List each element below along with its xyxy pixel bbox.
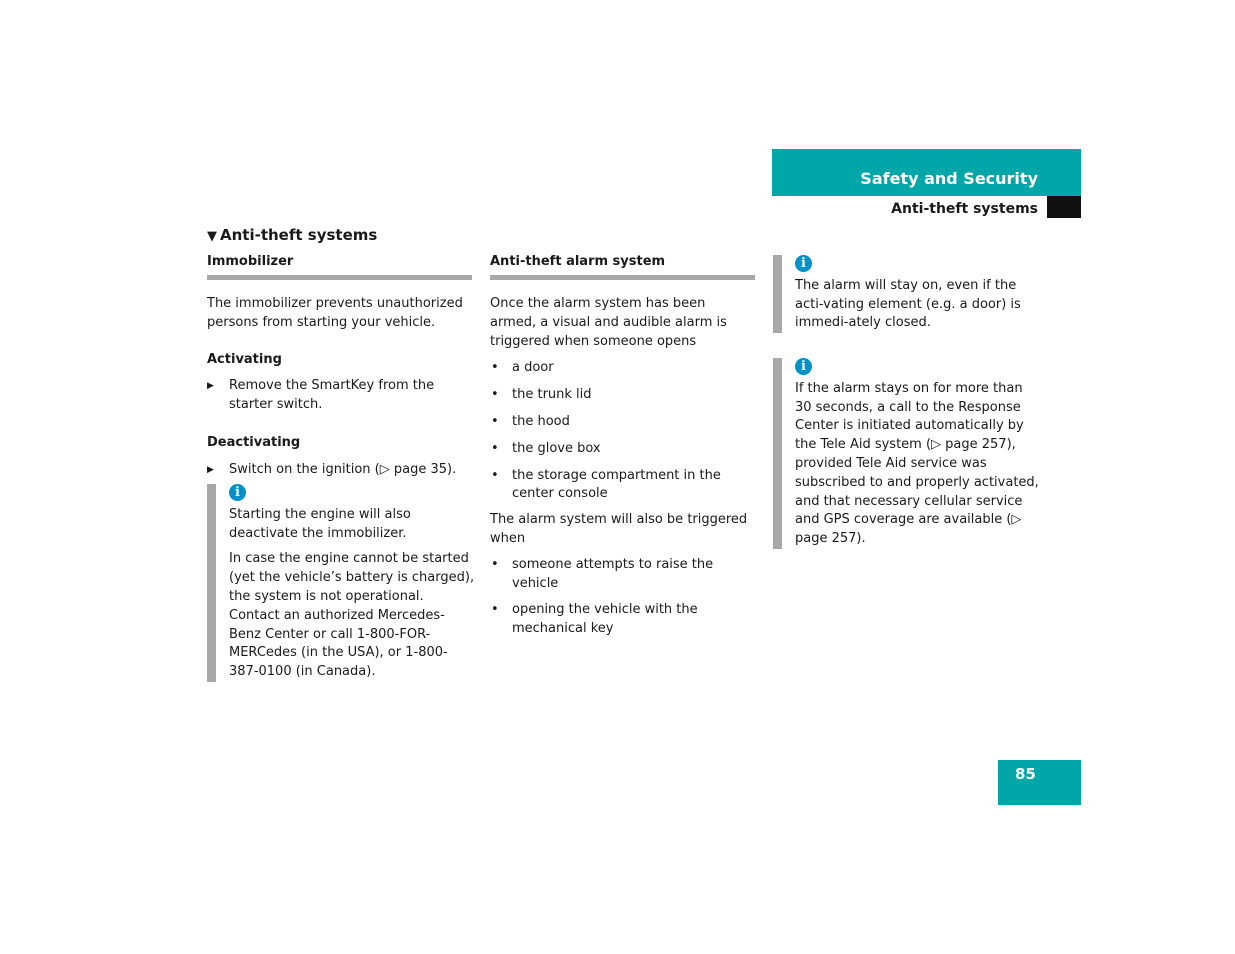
triangle-down-icon: ▼: [207, 229, 217, 244]
immobilizer-info-note: [207, 484, 476, 682]
immobilizer-heading: Immobilizer: [207, 254, 472, 280]
info-icon: i: [229, 484, 246, 501]
info-icon: i: [795, 358, 812, 375]
alarm-info-note-1: [773, 255, 1040, 333]
arrow-right-icon: ▶: [207, 381, 214, 392]
list-item: • opening the vehicle with the mechanical key: [491, 602, 698, 637]
immobilizer-note-2: In case the engine cannot be started (yet the vehicle’s battery is charged), the system is not operational. Contact an authorized Mercedes-Benz Center or call 1-800-FOR-MERCedes (in the USA), or 1-800-387-0100 (in Canada).: [229, 551, 475, 680]
page-heading-text: Anti-theft systems: [220, 226, 378, 244]
section-title: Anti-theft systems: [891, 201, 1038, 217]
list-item: • the glove box: [491, 440, 601, 456]
info-icon: i: [795, 255, 812, 272]
alarm-heading: Anti-theft alarm system: [490, 254, 755, 280]
list-item: • a door: [491, 360, 554, 376]
alarm-also-text: The alarm system will also be triggered when: [490, 512, 748, 546]
activating-step: [207, 377, 472, 415]
alarm-note-1: The alarm will stay on, even if the acti-vating element (e.g. a door) is immedi-ately closed.: [795, 277, 1021, 331]
activating-step-text: Remove the SmartKey from the starter switch.: [229, 378, 435, 413]
list-item: • the hood: [491, 413, 570, 429]
page-number-box: [998, 760, 1081, 805]
immobilizer-intro: The immobilizer prevents unauthorized persons from starting your vehicle.: [207, 296, 463, 330]
deactivating-heading: Deactivating: [207, 434, 301, 450]
chapter-title: Safety and Security: [860, 169, 1038, 188]
alarm-column: [490, 254, 755, 639]
list-item: • someone attempts to raise the vehicle: [491, 556, 714, 591]
list-item: • the trunk lid: [491, 387, 592, 403]
page-number: 85: [1015, 765, 1036, 783]
chapter-header: [772, 149, 1081, 196]
deactivating-step: [207, 461, 472, 480]
alarm-intro: Once the alarm system has been armed, a visual and audible alarm is triggered when someone opens: [490, 296, 727, 349]
arrow-right-icon: ▶: [207, 464, 214, 475]
alarm-note-2: If the alarm stays on for more than 30 seconds, a call to the Response Center is initiated automatically by the Tele Aid system (▷ page 257), provided Tele Aid service was subscribed to and properly activated, and that necessary cellular service and GPS coverage are available (▷ page 257).: [795, 380, 1039, 547]
list-item: • the storage compartment in the center console: [491, 467, 721, 502]
immobilizer-column: [207, 254, 472, 480]
alarm-info-note-2: [773, 358, 1040, 549]
immobilizer-note-1: Starting the engine will also deactivate the immobilizer.: [229, 506, 411, 541]
activating-heading: Activating: [207, 351, 282, 367]
deactivating-step-text: Switch on the ignition (▷ page 35).: [229, 461, 457, 477]
page-heading: [207, 226, 377, 244]
section-marker: [1047, 196, 1081, 218]
